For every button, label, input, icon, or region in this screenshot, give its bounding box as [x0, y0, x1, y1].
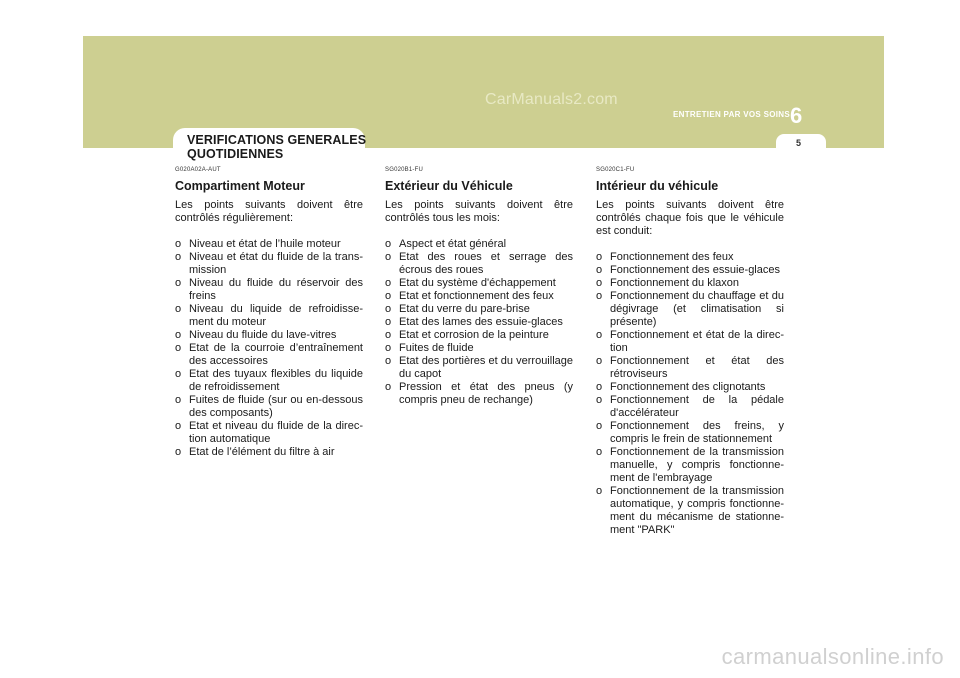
column-engine-compartment — [175, 164, 363, 459]
watermark-carmanualsonline: carmanualsonline.info — [721, 644, 944, 669]
checklist-item: o Etat des portières et du verrouillage du capot — [385, 355, 573, 381]
checklist-item: o Etat et niveau du fluide de la direc-tion automatique — [175, 420, 363, 446]
checklist-item: o Etat des roues et serrage des écrous des roues — [385, 251, 573, 277]
checklist-item: o Etat et corrosion de la peinture — [385, 329, 573, 342]
checklist-item: o Fonctionnement et état des rétroviseurs — [596, 355, 784, 381]
section-intro: Les points suivants doivent être contrôlés chaque fois que le véhicule est conduit: — [596, 199, 784, 237]
checklist-item: o Fonctionnement des essuie-glaces — [596, 264, 784, 277]
checklist-item: o Fonctionnement du chauffage et du dégivrage (et climatisation si présente) — [596, 290, 784, 329]
checklist-item: o Fonctionnement et état de la direc-tion — [596, 329, 784, 355]
checklist-item: o Fonctionnement de la pédale d'accélérateur — [596, 394, 784, 420]
checklist-item: o Pression et état des pneus (y compris pneu de rechange) — [385, 381, 573, 407]
checklist-item: o Etat de l’élément du filtre à air — [175, 446, 363, 459]
section-title-line1: VERIFICATIONS GENERALES — [187, 133, 367, 147]
watermark-carmanuals2: CarManuals2.com — [485, 91, 618, 108]
chapter-title: ENTRETIEN PAR VOS SOINS — [673, 110, 790, 119]
checklist — [385, 238, 573, 407]
checklist-item: o Fonctionnement des freins, y compris le frein de stationnement — [596, 420, 784, 446]
checklist-item: o Aspect et état général — [385, 238, 573, 251]
checklist-item: o Etat du verre du pare-brise — [385, 303, 573, 316]
checklist-item: o Etat des tuyaux flexibles du liquide de refroidissement — [175, 368, 363, 394]
checklist-item: o Niveau et état de l’huile moteur — [175, 238, 363, 251]
section-heading: Compartiment Moteur — [175, 179, 305, 193]
section-code: SG020C1-FU — [596, 167, 635, 173]
section-title — [187, 133, 366, 161]
chapter-number: 6 — [790, 103, 803, 128]
checklist-item: o Niveau du liquide de refroidisse-ment du moteur — [175, 303, 363, 329]
section-heading: Extérieur du Véhicule — [385, 179, 513, 193]
checklist-item: o Fonctionnement de la transmission manuelle, y compris fonctionne-ment de l'embrayage — [596, 446, 784, 485]
checklist-item: o Fuites de fluide (sur ou en-dessous des composants) — [175, 394, 363, 420]
section-heading: Intérieur du véhicule — [596, 179, 719, 193]
section-title-line2: QUOTIDIENNES — [187, 147, 284, 161]
checklist-item: o Fonctionnement de la transmission automatique, y compris fonctionne-ment du mécanisme de stationne-ment "PARK" — [596, 485, 784, 537]
checklist-item: o Niveau et état du fluide de la trans-mission — [175, 251, 363, 277]
checklist-item: o Niveau du fluide du lave-vitres — [175, 329, 363, 342]
section-code: G020A02A-AUT — [175, 167, 221, 173]
column-vehicle-exterior — [385, 164, 573, 407]
checklist-item: o Etat du système d'échappement — [385, 277, 573, 290]
checklist-item: o Etat des lames des essuie-glaces — [385, 316, 573, 329]
checklist-item: o Fuites de fluide — [385, 342, 573, 355]
checklist-item: o Etat de la courroie d’entraînement des accessoires — [175, 342, 363, 368]
section-intro: Les points suivants doivent être contrôlés régulièrement: — [175, 199, 363, 224]
page-number: 5 — [796, 138, 802, 148]
checklist-item: o Fonctionnement des clignotants — [596, 381, 784, 394]
column-vehicle-interior — [596, 164, 784, 537]
checklist-item: o Fonctionnement des feux — [596, 251, 784, 264]
checklist-item: o Fonctionnement du klaxon — [596, 277, 784, 290]
checklist-item: o Niveau du fluide du réservoir des freins — [175, 277, 363, 303]
section-code: SG020B1-FU — [385, 167, 424, 173]
checklist-item: o Etat et fonctionnement des feux — [385, 290, 573, 303]
checklist — [175, 238, 363, 459]
checklist — [596, 251, 784, 537]
section-intro: Les points suivants doivent être contrôlés tous les mois: — [385, 199, 573, 224]
